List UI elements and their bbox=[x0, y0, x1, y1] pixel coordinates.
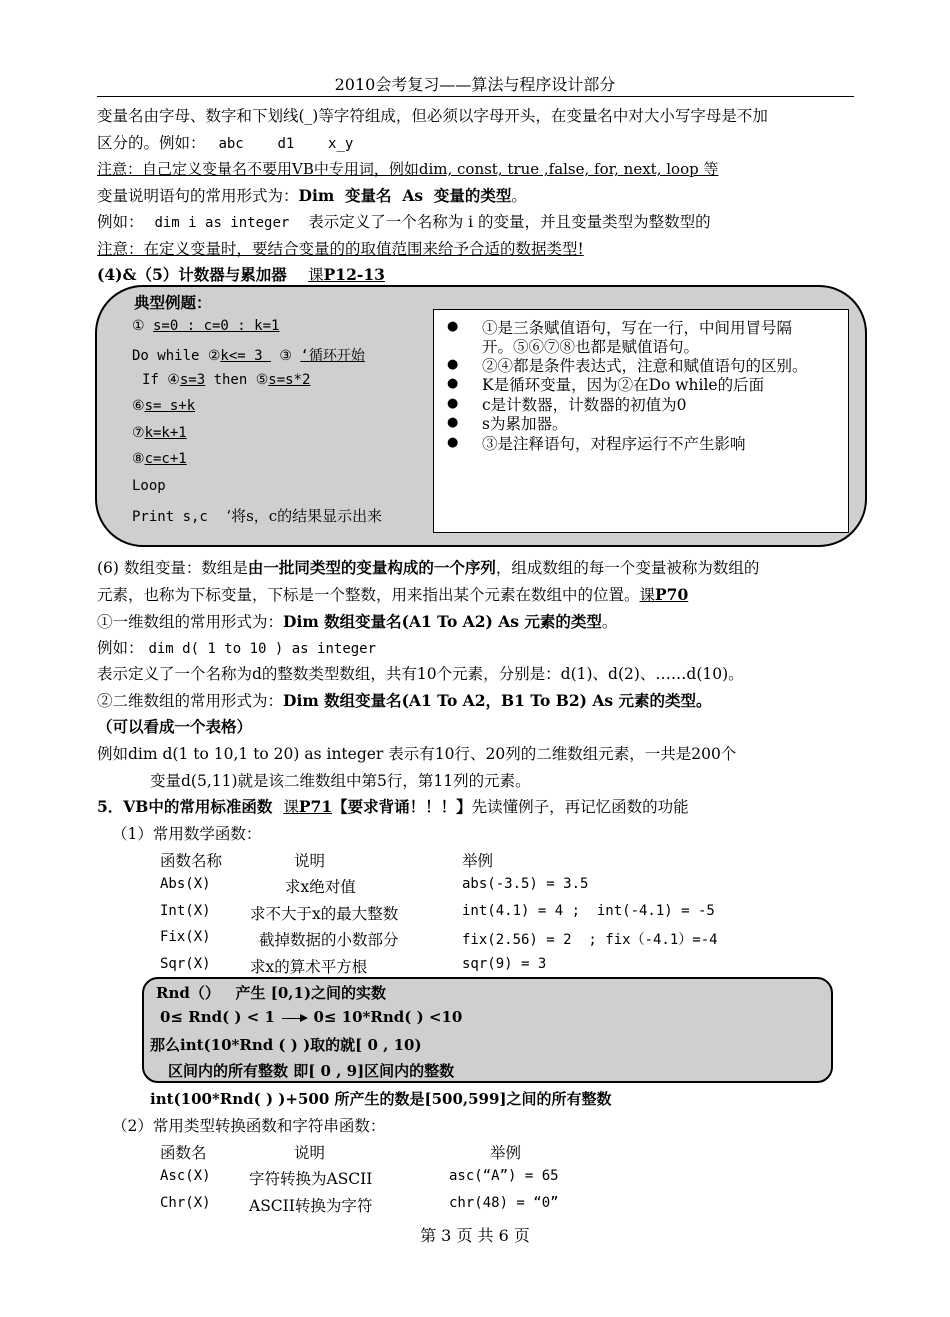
array-definition: 由一批同类型的变量构成的一个序列 bbox=[247, 558, 496, 577]
array-line-6-a: ②二维数组的常用形式为： bbox=[97, 692, 284, 710]
note-5: s为累加器。 bbox=[482, 415, 568, 433]
array-2d-form: Dim 数组变量名(A1 To A2，B1 To B2) As 元素的类型。 bbox=[283, 691, 712, 710]
code-line-8-a: Print s,c bbox=[132, 509, 208, 525]
math-row-name: Abs(X) bbox=[160, 876, 211, 892]
array-line-3-c: 。 bbox=[601, 613, 618, 631]
func-heading bbox=[97, 795, 689, 817]
conv-row-example: asc(“A”) = 65 bbox=[449, 1168, 559, 1184]
math-row-desc: 求x绝对值 bbox=[285, 878, 356, 896]
rnd-line-5: int(100*Rnd( ) )+500 所产生的数是[500,599]之间的所有整数 bbox=[150, 1090, 612, 1108]
code-line-7: Loop bbox=[132, 478, 166, 494]
rnd-line-1: Rnd（） 产生 [0,1)之间的实数 bbox=[156, 984, 387, 1002]
conv-row-name: Chr(X) bbox=[160, 1195, 211, 1211]
func-heading-e: 先读懂例子，再记忆函数的功能 bbox=[471, 798, 689, 816]
var-declare-form: Dim 变量名 As 变量的类型 bbox=[298, 186, 512, 205]
func-sub-1: （1）常用数学函数： bbox=[112, 825, 262, 843]
rnd-line-2 bbox=[160, 1008, 462, 1026]
math-row-name: Fix(X) bbox=[160, 929, 211, 945]
array-1d-form: Dim 数组变量名(A1 To A2) As 元素的类型 bbox=[283, 612, 602, 631]
counter-heading bbox=[97, 263, 385, 285]
code-line-1-stmt: s=0 : c=0 : k=1 bbox=[153, 318, 280, 334]
math-row-example: sqr(9) = 3 bbox=[462, 956, 547, 972]
array-line-9: 变量d(5,11)就是该二维数组中第5行，第11列的元素。 bbox=[150, 772, 531, 790]
code-line-6-stmt: c=c+1 bbox=[144, 451, 187, 467]
conv-row-example: chr(48) = “0” bbox=[449, 1195, 559, 1211]
code-line-2-c: ③ bbox=[271, 348, 292, 364]
array-line-7: （可以看成一个表格） bbox=[97, 717, 253, 736]
var-line-5 bbox=[97, 210, 711, 232]
math-row-desc: 截掉数据的小数部分 bbox=[259, 931, 399, 949]
page-header-title: 2010会考复习——算法与程序设计部分 bbox=[334, 75, 616, 94]
counter-ref-prefix: 课 bbox=[308, 266, 324, 284]
arrow-right-icon bbox=[282, 1018, 306, 1019]
array-line-2-a: 元素，也称为下标变量，下标是一个整数，用来指出某个元素在数组中的位置。 bbox=[97, 586, 640, 604]
array-line-2 bbox=[97, 583, 688, 605]
code-line-3-cond: s=3 bbox=[179, 372, 206, 388]
bullet-icon: ● bbox=[447, 357, 459, 372]
array-line-4-code: dim d( 1 to 10 ) as integer bbox=[148, 641, 377, 657]
array-line-5: 表示定义了一个名称为d的整数类型数组，共有10个元素，分别是：d(1)、d(2)、……d(10)。 bbox=[97, 665, 744, 683]
math-row-name: Int(X) bbox=[160, 903, 211, 919]
math-header-name: 函数名称 bbox=[160, 852, 223, 870]
code-line-3 bbox=[142, 372, 310, 388]
var-line-2-examples: abc d1 x_y bbox=[218, 136, 354, 152]
array-line-8: 例如dim d(1 to 10,1 to 20) as integer 表示有10行、20列的二维数组元素，一共是200个 bbox=[97, 745, 737, 763]
code-line-6-a: ⑧ bbox=[132, 451, 145, 467]
math-row-name: Sqr(X) bbox=[160, 956, 211, 972]
counter-ref: P12-13 bbox=[323, 265, 385, 284]
note-4: c是计数器，计数器的初值为0 bbox=[482, 396, 687, 414]
array-line-4-a: 例如： bbox=[97, 639, 144, 657]
var-line-5-code: dim i as integer bbox=[154, 215, 290, 231]
array-line-3-a: ①一维数组的常用形式为： bbox=[97, 613, 284, 631]
bullet-icon: ● bbox=[447, 376, 459, 391]
array-line-4 bbox=[97, 636, 376, 658]
math-row-example: int(4.1) = 4 ; int(-4.1) = -5 bbox=[462, 903, 715, 919]
code-line-4 bbox=[132, 398, 195, 414]
code-line-2-a: Do while ② bbox=[132, 348, 221, 364]
conv-row-name: Asc(X) bbox=[160, 1168, 211, 1184]
bullet-icon: ● bbox=[447, 396, 459, 411]
code-line-4-a: ⑥ bbox=[132, 398, 145, 414]
func-heading-a: 5．VB中的常用标准函数 bbox=[97, 797, 273, 816]
code-line-2 bbox=[132, 345, 365, 365]
counter-heading-text: (4)&（5）计数器与累加器 bbox=[97, 265, 287, 284]
code-line-2-cond: k<= 3 bbox=[220, 348, 271, 364]
math-row-desc: 求不大于x的最大整数 bbox=[250, 905, 399, 923]
code-line-6 bbox=[132, 451, 187, 467]
var-line-5-label: 例如： bbox=[97, 213, 144, 231]
code-line-3-c: then ⑤ bbox=[205, 372, 269, 388]
array-line-1-c: ，组成数组的每一个变量被称为数组的 bbox=[495, 559, 760, 577]
array-ref-prefix: 课 bbox=[639, 586, 656, 604]
var-line-5-desc: 表示定义了一个名称为 i 的变量，并且变量类型为整数型的 bbox=[308, 213, 711, 231]
conv-header-example: 举例 bbox=[490, 1144, 522, 1162]
code-line-8 bbox=[132, 505, 382, 526]
bullet-icon: ● bbox=[447, 435, 459, 450]
code-line-3-a: If ④ bbox=[142, 372, 180, 388]
var-line-4-end: 。 bbox=[511, 187, 527, 205]
code-line-5 bbox=[132, 425, 187, 441]
math-row-example: fix(2.56) = 2 ; fix（-4.1）=-4 bbox=[462, 932, 718, 948]
note-1-cont: 开。⑤⑥⑦⑧也都是赋值语句。 bbox=[482, 338, 700, 356]
note-2: ②④都是条件表达式，注意和赋值语句的区别。 bbox=[482, 357, 808, 375]
math-row-desc: 求x的算术平方根 bbox=[250, 958, 368, 976]
code-line-5-a: ⑦ bbox=[132, 425, 145, 441]
var-note-1: 注意：自己定义变量名不要用VB中专用词，例如dim, const, true ,false, for, next, loop 等 bbox=[97, 160, 719, 178]
var-line-4 bbox=[97, 184, 527, 206]
array-line-1 bbox=[97, 556, 759, 578]
var-line-2-text: 区分的。例如： bbox=[97, 134, 206, 152]
func-ref-prefix: 课 bbox=[283, 798, 299, 816]
conv-row-desc: 字符转换为ASCII bbox=[249, 1170, 373, 1188]
code-line-4-stmt: s= s+k bbox=[144, 398, 196, 414]
array-line-3 bbox=[97, 610, 617, 632]
var-note-2: 注意：在定义变量时，要结合变量的的取值范围来给予合适的数据类型! bbox=[97, 240, 584, 258]
array-line-1-a: (6) 数组变量：数组是 bbox=[97, 559, 248, 577]
example-title: 典型例题： bbox=[134, 293, 212, 312]
var-line-2 bbox=[97, 131, 353, 153]
func-heading-d: 【要求背诵！！！】 bbox=[332, 797, 472, 816]
page-footer: 第 3 页 共 6 页 bbox=[420, 1226, 530, 1245]
math-row-example: abs(-3.5) = 3.5 bbox=[462, 876, 589, 892]
func-ref: P71 bbox=[298, 797, 333, 816]
conv-row-desc: ASCII转换为字符 bbox=[249, 1197, 373, 1215]
array-ref: P70 bbox=[655, 585, 689, 604]
code-line-1 bbox=[132, 318, 279, 334]
code-line-3-stmt: s=s*2 bbox=[268, 372, 311, 388]
array-line-6 bbox=[97, 689, 712, 711]
rnd-line-4: 区间内的所有整数 即[ 0 , 9]区间内的整数 bbox=[168, 1062, 455, 1080]
conv-header-desc: 说明 bbox=[294, 1144, 326, 1162]
bullet-icon: ● bbox=[447, 415, 459, 430]
note-1: ①是三条赋值语句，写在一行，中间用冒号隔 bbox=[482, 319, 793, 337]
code-line-2-comment: ‘循环开始 bbox=[300, 348, 365, 364]
note-3: K是循环变量，因为②在Do while的后面 bbox=[482, 376, 765, 394]
conv-header-name: 函数名 bbox=[160, 1144, 207, 1162]
var-line-1: 变量名由字母、数字和下划线(_)等字符组成，但必须以字母开头，在变量名中对大小写字母是不加 bbox=[97, 107, 768, 125]
code-line-8-comment: ‘将s，c的结果显示出来 bbox=[226, 507, 383, 525]
math-header-example: 举例 bbox=[462, 852, 494, 870]
rnd-line-2-b: 0≤ 10*Rnd( ) <10 bbox=[313, 1008, 463, 1026]
code-line-5-stmt: k=k+1 bbox=[144, 425, 187, 441]
func-sub-2: （2）常用类型转换函数和字符串函数： bbox=[112, 1117, 386, 1135]
code-line-1-marker: ① bbox=[132, 318, 145, 334]
rnd-line-3: 那么int(10*Rnd ( ) )取的就[ 0 , 10) bbox=[150, 1036, 422, 1054]
var-line-4-text: 变量说明语句的常用形式为： bbox=[97, 187, 299, 205]
header-divider bbox=[97, 96, 854, 97]
rnd-line-2-a: 0≤ Rnd( ) < 1 bbox=[160, 1008, 275, 1026]
note-6: ③是注释语句，对程序运行不产生影响 bbox=[482, 435, 746, 453]
bullet-icon: ● bbox=[447, 319, 459, 334]
math-header-desc: 说明 bbox=[294, 852, 326, 870]
